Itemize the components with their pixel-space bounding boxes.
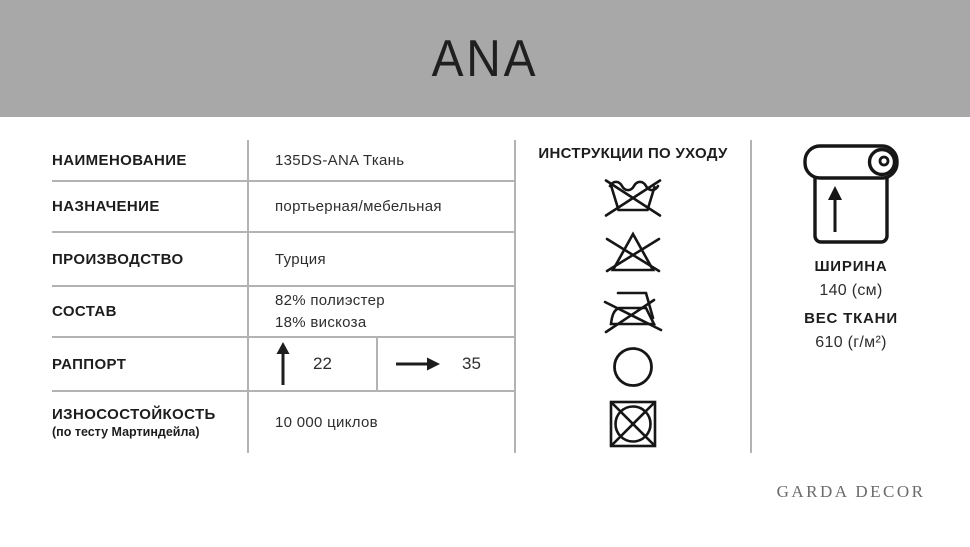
row-value: 10 000 циклов (275, 414, 378, 431)
brand-logo-text: GARDA DECOR (776, 482, 926, 501)
rapport-horizontal-cell (378, 338, 514, 390)
fabric-metrics-panel (752, 140, 950, 352)
row-label-cell (52, 338, 249, 390)
table-row-durability (52, 392, 514, 453)
dry-clean-allowed-icon (612, 346, 654, 388)
care-heading: ИНСТРУКЦИИ ПО УХОДУ (538, 145, 728, 162)
row-label: НАИМЕНОВАНИЕ (52, 151, 187, 169)
weight-label: ВЕС ТКАНИ (804, 310, 898, 327)
table-row-name (52, 140, 514, 182)
row-sublabel: (по тесту Мартиндейла) (52, 425, 200, 439)
rapport-values (249, 338, 514, 390)
row-label: РАППОРТ (52, 355, 127, 373)
row-label-cell (52, 182, 249, 231)
rapport-vertical-cell (249, 338, 378, 390)
row-label-cell (52, 233, 249, 285)
care-instructions-section (516, 140, 752, 453)
weight-value: 610 (г/м²) (815, 334, 887, 351)
header-band (0, 0, 970, 117)
do-not-tumble-dry-icon (608, 399, 658, 449)
rapport-vertical-value: 22 (313, 354, 332, 373)
do-not-bleach-icon (604, 230, 662, 274)
rapport-horizontal-value: 35 (462, 354, 481, 373)
row-label: ИЗНОСОСТОЙКОСТЬ (52, 406, 216, 423)
row-value-cell (249, 140, 514, 180)
row-label: ПРОИЗВОДСТВО (52, 250, 184, 268)
row-value-cell (249, 182, 514, 231)
table-row-rapport (52, 338, 514, 392)
row-label: НАЗНАЧЕНИЕ (52, 198, 160, 215)
row-value: 135DS-ANA Ткань (275, 151, 405, 169)
row-value-cell (249, 233, 514, 285)
row-value-cell (249, 392, 514, 453)
width-value: 140 (см) (819, 282, 883, 299)
row-value-cell (249, 287, 514, 336)
row-label: СОСТАВ (52, 303, 117, 320)
row-value: Турция (275, 250, 326, 268)
page-title: ANA (431, 29, 539, 88)
row-label-cell (52, 287, 249, 336)
do-not-iron-icon (602, 285, 664, 335)
arrow-right-icon (396, 356, 440, 372)
composition-line-2: 18% вискоза (275, 313, 367, 331)
table-row-composition (52, 287, 514, 338)
do-not-wash-icon (603, 177, 663, 219)
row-value: портьерная/мебельная (275, 198, 442, 215)
row-label-cell (52, 392, 249, 453)
spec-table (52, 140, 516, 453)
table-row-purpose (52, 182, 514, 233)
table-row-origin (52, 233, 514, 287)
row-label-cell (52, 140, 249, 180)
arrow-up-icon (275, 342, 291, 386)
fabric-roll-icon (801, 142, 901, 248)
composition-line-1: 82% полиэстер (275, 291, 385, 309)
width-label: ШИРИНА (814, 258, 888, 275)
